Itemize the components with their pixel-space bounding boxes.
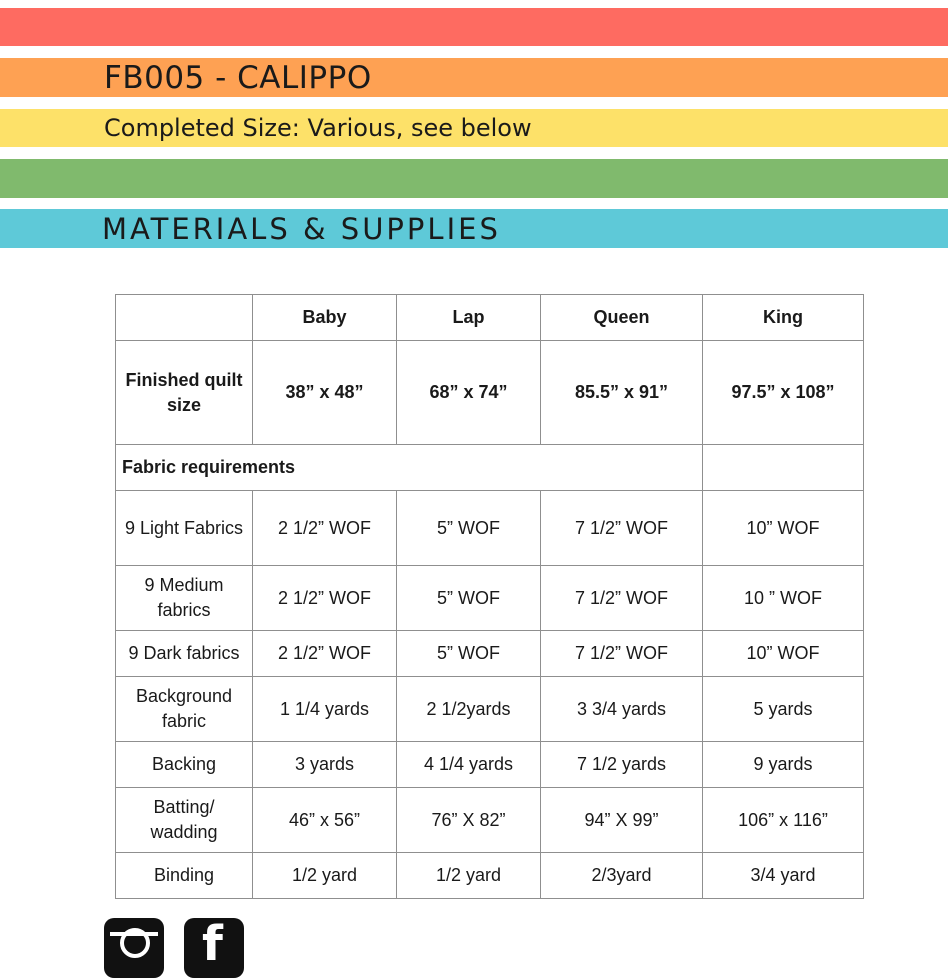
corner-cell [116,295,253,341]
cell-value: 2 1/2yards [397,677,541,742]
col-header-king: King [703,295,864,341]
cell-value: 5” WOF [397,566,541,631]
facebook-glyph: f [202,916,223,972]
cell-value: 106” x 116” [703,788,864,853]
cell-value: 5” WOF [397,631,541,677]
cell-value: 1 1/4 yards [253,677,397,742]
header-row [116,295,864,341]
cell-value: 76” X 82” [397,788,541,853]
pattern-title: FB005 - CALIPPO [104,59,372,96]
table-row [116,788,864,853]
blue-stripe [0,209,948,248]
row-label: Backing [116,742,253,788]
instagram-lens [120,928,150,958]
empty-cell [703,445,864,491]
cell-value: 3 yards [253,742,397,788]
fabric-requirements-label: Fabric requirements [116,445,703,491]
cell-value: 7 1/2” WOF [541,491,703,566]
yellow-stripe [0,109,948,147]
table-row [116,853,864,899]
table-row [116,742,864,788]
cell-value: 5” WOF [397,491,541,566]
fabric-requirements-row [116,445,864,491]
table-row [116,677,864,742]
orange-stripe [0,58,948,97]
finished-quilt-row [116,341,864,445]
cell-value: 2/3yard [541,853,703,899]
cell-value: 46” x 56” [253,788,397,853]
cell-value: 3/4 yard [703,853,864,899]
section-heading: MATERIALS & SUPPLIES [102,211,501,246]
cell-value: 94” X 99” [541,788,703,853]
cell-value: 2 1/2” WOF [253,491,397,566]
row-label: Batting/ wadding [116,788,253,853]
cell-value: 38” x 48” [253,341,397,445]
cell-value: 10” WOF [703,631,864,677]
materials-table [115,294,864,899]
cell-value: 4 1/4 yards [397,742,541,788]
row-label: 9 Dark fabrics [116,631,253,677]
cell-value: 2 1/2” WOF [253,631,397,677]
row-label: Finished quilt size [116,341,253,445]
cell-value: 1/2 yard [397,853,541,899]
row-label: 9 Light Fabrics [116,491,253,566]
cell-value: 10” WOF [703,491,864,566]
table-row [116,631,864,677]
cell-value: 7 1/2” WOF [541,566,703,631]
cell-value: 2 1/2” WOF [253,566,397,631]
row-label: 9 Medium fabrics [116,566,253,631]
instagram-icon[interactable] [104,918,164,978]
cell-value: 10 ” WOF [703,566,864,631]
row-label: Background fabric [116,677,253,742]
col-header-lap: Lap [397,295,541,341]
col-header-queen: Queen [541,295,703,341]
table-row [116,491,864,566]
row-label: Binding [116,853,253,899]
cell-value: 7 1/2” WOF [541,631,703,677]
facebook-icon[interactable] [184,918,244,978]
cell-value: 85.5” x 91” [541,341,703,445]
completed-size: Completed Size: Various, see below [104,114,532,142]
red-stripe [0,8,948,46]
cell-value: 7 1/2 yards [541,742,703,788]
cell-value: 68” x 74” [397,341,541,445]
cell-value: 9 yards [703,742,864,788]
green-stripe [0,159,948,198]
cell-value: 3 3/4 yards [541,677,703,742]
cell-value: 97.5” x 108” [703,341,864,445]
col-header-baby: Baby [253,295,397,341]
cell-value: 5 yards [703,677,864,742]
table-row [116,566,864,631]
cell-value: 1/2 yard [253,853,397,899]
